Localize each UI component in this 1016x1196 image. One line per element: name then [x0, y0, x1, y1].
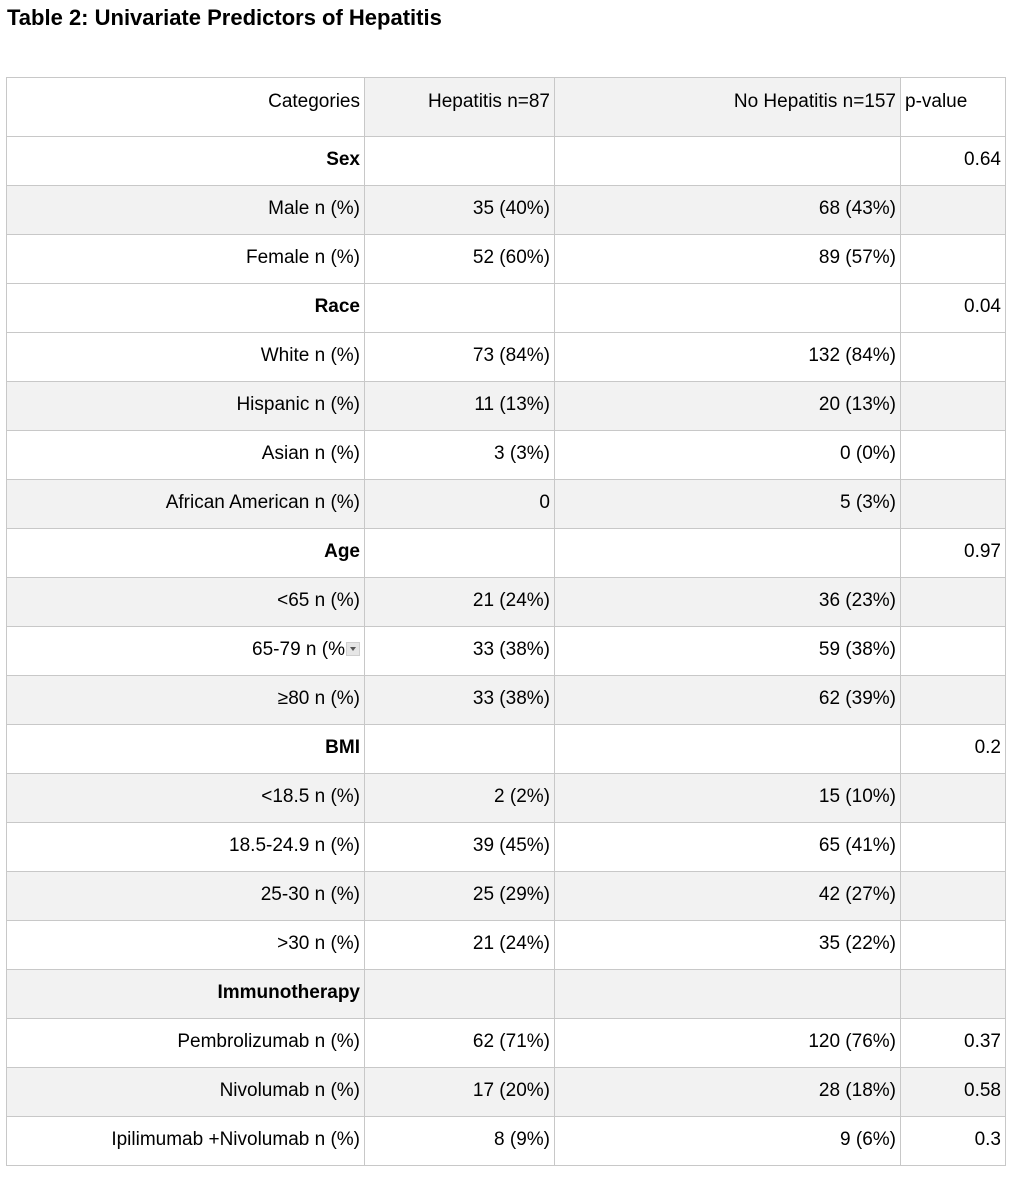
hepatitis-cell[interactable] [365, 921, 555, 970]
category-cell[interactable] [7, 970, 365, 1019]
hepatitis-cell-text: 52 (60%) [472, 247, 550, 268]
hepatitis-cell[interactable] [365, 725, 555, 774]
p-value-cell[interactable] [901, 284, 1006, 333]
hepatitis-cell[interactable] [365, 333, 555, 382]
no-hepatitis-cell[interactable] [555, 970, 901, 1019]
hepatitis-cell-text: 3 (3%) [494, 443, 550, 464]
p-value-cell[interactable] [901, 725, 1006, 774]
hepatitis-cell-text: 62 (71%) [472, 1031, 550, 1052]
category-cell[interactable] [7, 1068, 365, 1117]
category-cell[interactable] [7, 186, 365, 235]
no-hepatitis-cell-text: 62 (39%) [818, 688, 896, 709]
category-cell-text: 25-30 n (%) [260, 884, 360, 905]
p-value-cell[interactable] [901, 578, 1006, 627]
table-row [7, 1117, 1006, 1166]
p-value-cell-text: 0.64 [964, 149, 1001, 170]
category-cell-text: Ipilimumab +Nivolumab n (%) [111, 1129, 360, 1150]
hepatitis-cell-text: 0 [539, 492, 550, 513]
table-row [7, 823, 1006, 872]
no-hepatitis-cell[interactable] [555, 627, 901, 676]
hepatitis-cell-text: 11 (13%) [474, 394, 550, 415]
p-value-cell[interactable] [901, 676, 1006, 725]
category-cell-text: 65-79 n (% [252, 639, 345, 660]
no-hepatitis-cell-text: 36 (23%) [818, 590, 896, 611]
category-cell-text: <65 n (%) [277, 590, 360, 611]
hepatitis-cell[interactable] [365, 676, 555, 725]
table-row [7, 529, 1006, 578]
hepatitis-cell[interactable] [365, 235, 555, 284]
p-value-cell[interactable] [901, 333, 1006, 382]
no-hepatitis-cell-text: 0 (0%) [840, 443, 896, 464]
no-hepatitis-cell[interactable] [555, 235, 901, 284]
p-value-cell-text: 0.97 [964, 541, 1001, 562]
p-value-cell[interactable] [901, 1068, 1006, 1117]
p-value-cell[interactable] [901, 382, 1006, 431]
p-value-cell-text: 0.2 [974, 737, 1001, 758]
no-hepatitis-cell-text: 20 (13%) [818, 394, 896, 415]
no-hepatitis-cell[interactable] [555, 578, 901, 627]
category-cell-text: ≥80 n (%) [277, 688, 360, 709]
table-row [7, 774, 1006, 823]
no-hepatitis-cell-text: 59 (38%) [818, 639, 896, 660]
hepatitis-cell-text: 21 (24%) [472, 933, 550, 954]
table-row [7, 725, 1006, 774]
p-value-cell[interactable] [901, 480, 1006, 529]
no-hepatitis-cell[interactable] [555, 382, 901, 431]
no-hepatitis-cell[interactable] [555, 1068, 901, 1117]
hepatitis-cell[interactable] [365, 970, 555, 1019]
header-hepatitis[interactable]: Hepatitis n=87 [365, 78, 555, 137]
no-hepatitis-cell[interactable] [555, 1019, 901, 1068]
no-hepatitis-cell[interactable] [555, 823, 901, 872]
hepatitis-cell[interactable] [365, 774, 555, 823]
category-cell-text: Nivolumab n (%) [219, 1080, 360, 1101]
category-cell-text: Female n (%) [245, 247, 360, 268]
no-hepatitis-cell-text: 65 (41%) [818, 835, 896, 856]
table-row [7, 970, 1006, 1019]
p-value-cell[interactable] [901, 431, 1006, 480]
p-value-cell[interactable] [901, 235, 1006, 284]
no-hepatitis-cell-text: 68 (43%) [818, 198, 896, 219]
category-cell[interactable] [7, 235, 365, 284]
table-row [7, 627, 1006, 676]
category-cell-text: <18.5 n (%) [261, 786, 360, 807]
hepatitis-cell[interactable] [365, 1068, 555, 1117]
hepatitis-cell[interactable] [365, 1019, 555, 1068]
category-cell[interactable] [7, 823, 365, 872]
category-cell[interactable] [7, 725, 365, 774]
category-cell-text: Sex [326, 149, 360, 170]
hepatitis-cell[interactable] [365, 137, 555, 186]
table-row [7, 186, 1006, 235]
no-hepatitis-cell-text: 35 (22%) [818, 933, 896, 954]
category-cell-text: BMI [325, 737, 360, 758]
no-hepatitis-cell-text: 42 (27%) [818, 884, 896, 905]
category-cell[interactable] [7, 137, 365, 186]
no-hepatitis-cell-text: 15 (10%) [818, 786, 896, 807]
no-hepatitis-cell[interactable] [555, 284, 901, 333]
p-value-cell-text: 0.37 [964, 1031, 1001, 1052]
header-p-value[interactable]: p-value [901, 78, 1006, 137]
category-cell-text: 18.5-24.9 n (%) [229, 835, 360, 856]
hepatitis-cell-text: 2 (2%) [494, 786, 550, 807]
table-row [7, 235, 1006, 284]
table-row [7, 872, 1006, 921]
p-value-cell-text: 0.3 [974, 1129, 1001, 1150]
category-cell[interactable] [7, 431, 365, 480]
hepatitis-cell-text: 33 (38%) [472, 639, 550, 660]
header-categories[interactable]: Categories [7, 78, 365, 137]
hepatitis-cell-text: 21 (24%) [472, 590, 550, 611]
hepatitis-cell[interactable] [365, 480, 555, 529]
table-row [7, 676, 1006, 725]
p-value-cell[interactable] [901, 627, 1006, 676]
category-cell[interactable] [7, 774, 365, 823]
p-value-cell[interactable] [901, 823, 1006, 872]
no-hepatitis-cell[interactable] [555, 921, 901, 970]
no-hepatitis-cell[interactable] [555, 431, 901, 480]
category-cell-text: Race [314, 296, 360, 317]
category-cell-text: Asian n (%) [261, 443, 360, 464]
p-value-cell[interactable] [901, 970, 1006, 1019]
no-hepatitis-cell-text: 120 (76%) [808, 1031, 896, 1052]
category-cell[interactable] [7, 1117, 365, 1166]
header-row [7, 78, 1006, 137]
hepatitis-cell-text: 17 (20%) [472, 1080, 550, 1101]
hepatitis-cell-text: 33 (38%) [472, 688, 550, 709]
hepatitis-cell[interactable] [365, 284, 555, 333]
table-row [7, 382, 1006, 431]
category-cell[interactable] [7, 921, 365, 970]
p-value-cell[interactable] [901, 137, 1006, 186]
no-hepatitis-cell[interactable] [555, 480, 901, 529]
hepatitis-cell-text: 25 (29%) [472, 884, 550, 905]
no-hepatitis-cell-text: 9 (6%) [840, 1129, 896, 1150]
predictors-table [6, 77, 1006, 1166]
hepatitis-cell[interactable] [365, 627, 555, 676]
table-title: Table 2: Univariate Predictors of Hepatitis [7, 5, 442, 30]
table-row [7, 1068, 1006, 1117]
p-value-cell[interactable] [901, 529, 1006, 578]
category-cell[interactable] [7, 333, 365, 382]
p-value-cell[interactable] [901, 186, 1006, 235]
hepatitis-cell[interactable] [365, 872, 555, 921]
category-cell-text: Age [324, 541, 360, 562]
category-cell-text: White n (%) [260, 345, 360, 366]
chevron-down-icon[interactable] [346, 642, 360, 656]
category-cell[interactable] [7, 676, 365, 725]
no-hepatitis-cell[interactable] [555, 676, 901, 725]
no-hepatitis-cell[interactable] [555, 529, 901, 578]
no-hepatitis-cell[interactable] [555, 333, 901, 382]
category-cell[interactable] [7, 872, 365, 921]
category-cell-text: African American n (%) [165, 492, 360, 513]
table-row [7, 284, 1006, 333]
hepatitis-cell[interactable] [365, 578, 555, 627]
category-cell[interactable] [7, 382, 365, 431]
category-cell[interactable] [7, 529, 365, 578]
hepatitis-cell[interactable] [365, 186, 555, 235]
no-hepatitis-cell-text: 28 (18%) [818, 1080, 896, 1101]
category-cell-text: >30 n (%) [277, 933, 360, 954]
p-value-cell-text: 0.04 [964, 296, 1001, 317]
hepatitis-cell-text: 35 (40%) [472, 198, 550, 219]
p-value-cell[interactable] [901, 1019, 1006, 1068]
no-hepatitis-cell-text: 5 (3%) [840, 492, 896, 513]
no-hepatitis-cell[interactable] [555, 1117, 901, 1166]
table-row [7, 137, 1006, 186]
table-row [7, 431, 1006, 480]
p-value-cell-text: 0.58 [964, 1080, 1001, 1101]
hepatitis-cell[interactable] [365, 431, 555, 480]
table-row [7, 1019, 1006, 1068]
no-hepatitis-cell[interactable] [555, 774, 901, 823]
no-hepatitis-cell-text: 132 (84%) [808, 345, 896, 366]
header-no-hepatitis[interactable]: No Hepatitis n=157 [555, 78, 901, 137]
category-cell-text: Pembrolizumab n (%) [177, 1031, 360, 1052]
table-row [7, 921, 1006, 970]
no-hepatitis-cell-text: 89 (57%) [818, 247, 896, 268]
category-cell-text: Hispanic n (%) [236, 394, 360, 415]
hepatitis-cell-text: 73 (84%) [472, 345, 550, 366]
no-hepatitis-cell[interactable] [555, 725, 901, 774]
no-hepatitis-cell[interactable] [555, 186, 901, 235]
hepatitis-cell[interactable] [365, 1117, 555, 1166]
category-cell-text: Male n (%) [268, 198, 360, 219]
p-value-cell[interactable] [901, 921, 1006, 970]
category-cell[interactable] [7, 627, 365, 676]
category-cell[interactable] [7, 480, 365, 529]
category-cell[interactable] [7, 284, 365, 333]
no-hepatitis-cell[interactable] [555, 137, 901, 186]
hepatitis-cell-text: 8 (9%) [494, 1129, 550, 1150]
hepatitis-cell[interactable] [365, 823, 555, 872]
no-hepatitis-cell[interactable] [555, 872, 901, 921]
table-row [7, 578, 1006, 627]
hepatitis-cell[interactable] [365, 382, 555, 431]
category-cell-text: Immunotherapy [217, 982, 360, 1003]
table-row [7, 480, 1006, 529]
hepatitis-cell[interactable] [365, 529, 555, 578]
table-row [7, 333, 1006, 382]
p-value-cell[interactable] [901, 774, 1006, 823]
p-value-cell[interactable] [901, 872, 1006, 921]
p-value-cell[interactable] [901, 1117, 1006, 1166]
category-cell[interactable] [7, 1019, 365, 1068]
category-cell[interactable] [7, 578, 365, 627]
hepatitis-cell-text: 39 (45%) [472, 835, 550, 856]
